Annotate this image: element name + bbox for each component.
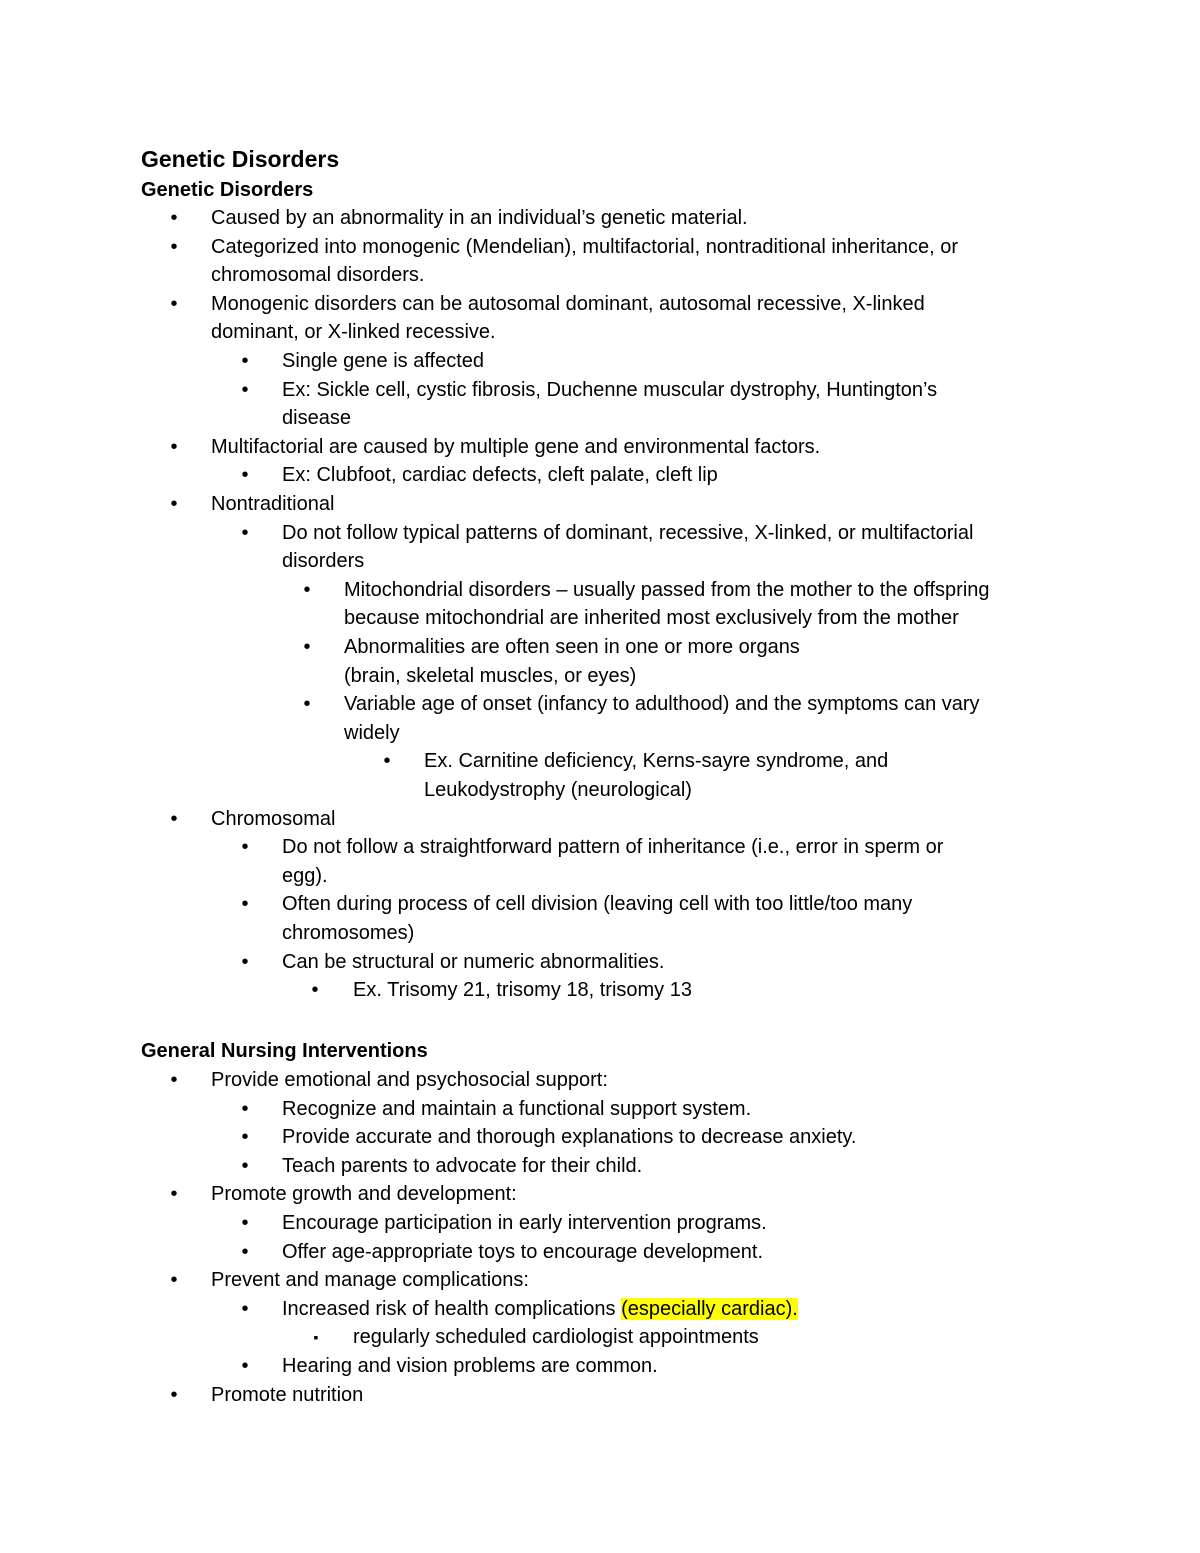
list-item-text: regularly scheduled cardiologist appointments [353, 1326, 759, 1349]
list-item-text: Ex: Sickle cell, cystic fibrosis, Duchenne muscular dystrophy, Huntington’s disease [282, 378, 938, 430]
list-item-text: Do not follow a straightforward pattern of inheritance (i.e., error in sperm or egg). [282, 836, 944, 887]
highlighted-text: (especially cardiac). [621, 1297, 798, 1320]
list-item [242, 1209, 1100, 1238]
bullet-icon: • [241, 893, 249, 916]
list-item-text: Monogenic disorders can be autosomal dominant, autosomal recessive, X-linked dominant, or X-linked recessive. [211, 292, 925, 344]
bullet-icon: • [241, 350, 249, 372]
list-item-text: Ex: Clubfoot, cardiac defects, cleft palate, cleft lip [282, 464, 718, 487]
bullet-icon: • [170, 435, 178, 458]
bullet-icon: • [170, 207, 178, 229]
list-item-text: Often during process of cell division (leaving cell with too little/too many chromosomes) [282, 893, 913, 944]
bullet-icon: • [311, 979, 319, 1002]
bullet-icon: • [170, 493, 178, 515]
list-item-text: Variable age of onset (infancy to adulthood) and the symptoms can vary widely [344, 693, 980, 744]
list-item [313, 1323, 1100, 1352]
bullet-icon: • [303, 693, 311, 716]
list-item-text: Can be structural or numeric abnormalities. [282, 950, 665, 973]
bullet-icon: • [170, 1269, 178, 1292]
list-item [242, 1352, 1100, 1381]
list-item [171, 1066, 1100, 1095]
list-item [242, 1152, 1100, 1181]
list-item-text: Provide accurate and thorough explanations to decrease anxiety. [282, 1126, 857, 1149]
list-item [242, 1238, 1100, 1267]
bullet-icon: • [241, 950, 249, 973]
bullet-icon: • [241, 378, 249, 401]
section-heading-nursing-interventions: General Nursing Interventions [141, 1040, 428, 1062]
list-item-text: Do not follow typical patterns of dominant, recessive, X-linked, or multifactorial disorders [282, 521, 974, 573]
bullet-icon: • [170, 235, 178, 258]
bullet-icon: • [170, 1383, 178, 1406]
list-item-text: Offer age-appropriate toys to encourage development. [282, 1240, 764, 1263]
list-item [242, 1123, 1100, 1152]
bullet-icon: • [170, 807, 178, 830]
list-item-text: Abnormalities are often seen in one or more organs (brain, skeletal muscles, or eyes) [344, 636, 800, 687]
list-item [171, 1180, 1100, 1209]
bullet-icon: • [241, 521, 249, 544]
bullet-icon: • [241, 836, 249, 859]
list-item-text: Encourage participation in early intervention programs. [282, 1212, 767, 1234]
document-title: Genetic Disorders [141, 146, 340, 172]
list-item-text: Teach parents to advocate for their child. [282, 1154, 643, 1177]
bullet-icon: • [241, 1240, 249, 1263]
bullet-icon: • [241, 1097, 249, 1120]
list-item-text: Recognize and maintain a functional support system. [282, 1097, 752, 1120]
bullet-icon: • [241, 1212, 249, 1234]
list-item [242, 1095, 1100, 1124]
list-item-text: Mitochondrial disorders – usually passed from the mother to the offspring because mitochondrial are inherited most exclusively from the mother [344, 578, 990, 630]
bullet-icon: • [241, 1154, 249, 1177]
bullet-icon: • [241, 1297, 249, 1320]
list-item-text: Provide emotional and psychosocial support: [211, 1069, 608, 1091]
list-item-text: Categorized into monogenic (Mendelian), multifactorial, nontraditional inheritance, or chromosomal disorders. [211, 235, 959, 287]
bullet-icon: • [170, 1069, 178, 1091]
list-item-text: Multifactorial are caused by multiple gene and environmental factors. [211, 435, 821, 458]
list-item [171, 1381, 1100, 1410]
list-item-text: Promote growth and development: [211, 1183, 517, 1206]
list-item-text: Promote nutrition [211, 1383, 364, 1406]
bullet-icon: • [303, 578, 311, 601]
bullet-icon: • [241, 1355, 249, 1377]
list-item-text: Hearing and vision problems are common. [282, 1355, 658, 1377]
bullet-icon: • [241, 464, 249, 487]
list-item [242, 1295, 1100, 1324]
list-item-text: Single gene is affected [282, 350, 485, 372]
bullet-icon: • [303, 636, 311, 658]
section-heading-genetic-disorders: Genetic Disorders [141, 179, 314, 201]
bullet-icon: • [170, 292, 178, 315]
list-item-text: Ex. Trisomy 21, trisomy 18, trisomy 13 [353, 979, 692, 1002]
list-item-text: Nontraditional [211, 493, 335, 515]
bullet-icon: • [170, 1183, 178, 1206]
list-item-text: Increased risk of health complications [282, 1297, 622, 1320]
bullet-icon: • [383, 750, 391, 773]
bullet-icon: • [241, 1126, 249, 1149]
list-item [171, 1266, 1100, 1295]
list-item-text: Chromosomal [211, 807, 336, 830]
square-bullet-icon: ▪ [313, 1329, 319, 1346]
list-item-text: Prevent and manage complications: [211, 1269, 529, 1292]
list-item-text: Ex. Carnitine deficiency, Kerns-sayre syndrome, and Leukodystrophy (neurological) [424, 750, 889, 801]
list-item-text: Caused by an abnormality in an individual’s genetic material. [211, 207, 748, 229]
